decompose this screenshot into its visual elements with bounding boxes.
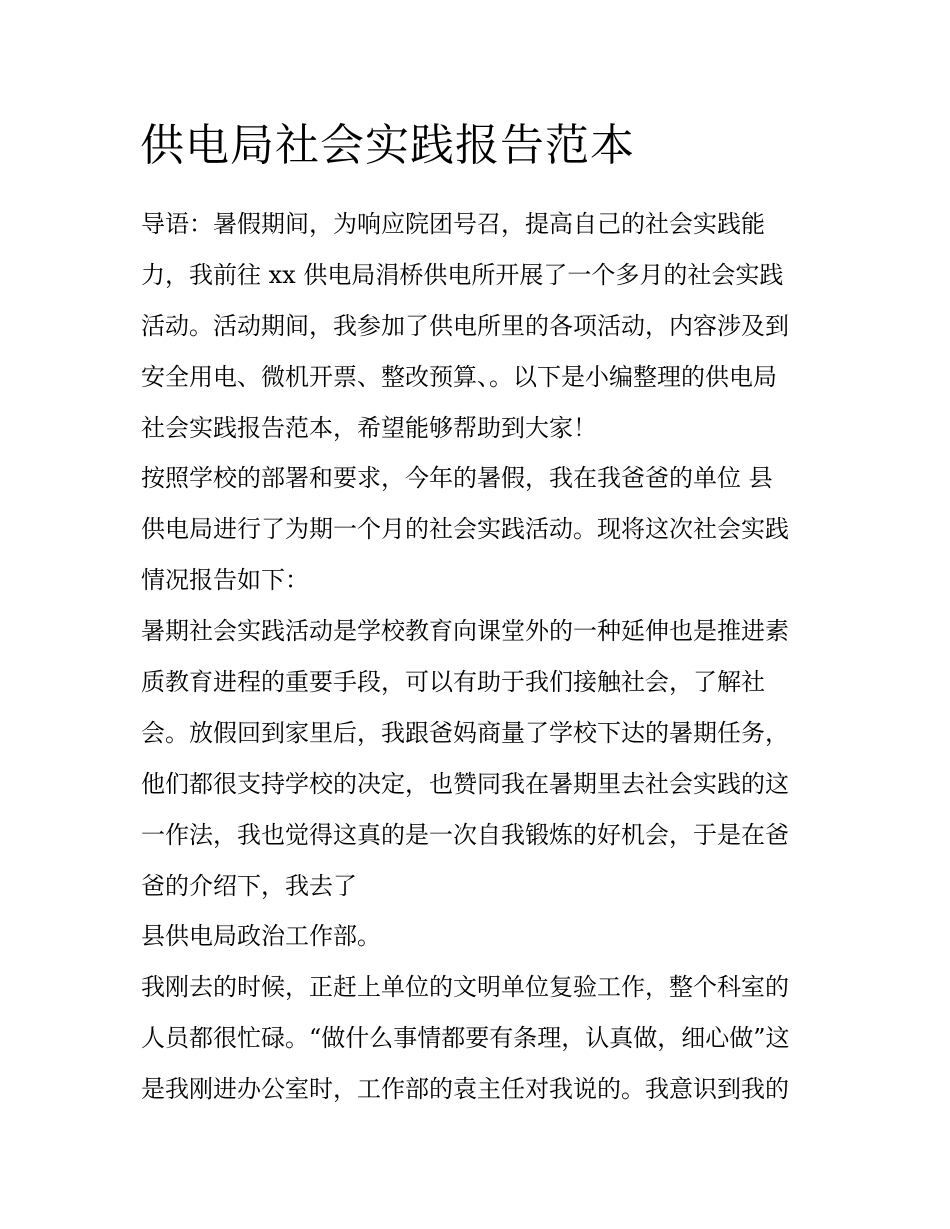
body-line: 导语：暑假期间，为响应院团号召，提高自己的社会实践能 <box>141 210 765 238</box>
body-line: 供电局进行了为期一个月的社会实践活动。现将这次社会实践 <box>141 515 789 543</box>
body-line: 他们都很支持学校的决定，也赞同我在暑期里去社会实践的这 <box>141 770 789 798</box>
body-line: 我刚去的时候，正赶上单位的文明单位复验工作，整个科室的 <box>141 973 789 1001</box>
body-line: 暑期社会实践活动是学校教育向课堂外的一种延伸也是推进素 <box>141 617 789 645</box>
body-line: 爸的介绍下，我去了 <box>141 872 357 900</box>
body-line: 社会实践报告范本，希望能够帮助到大家！ <box>141 414 597 442</box>
body-line: 按照学校的部署和要求，今年的暑假，我在我爸爸的单位 县 <box>141 464 773 492</box>
body-line: 是我刚进办公室时，工作部的袁主任对我说的。我意识到我的 <box>141 1075 789 1103</box>
body-line: 县供电局政治工作部。 <box>141 922 381 950</box>
body-line: 一作法，我也觉得这真的是一次自我锻炼的好机会，于是在爸 <box>141 821 789 849</box>
body-line: 会。放假回到家里后，我跟爸妈商量了学校下达的暑期任务， <box>141 719 789 747</box>
body-line: 力，我前往 xx 供电局涓桥供电所开展了一个多月的社会实践 <box>141 261 784 289</box>
body-line: 活动。活动期间，我参加了供电所里的各项活动，内容涉及到 <box>141 312 789 340</box>
body-line: 人员都很忙碌。“做什么事情都要有条理，认真做，细心做”这 <box>141 1024 790 1052</box>
document-title: 供电局社会实践报告范本 <box>140 120 635 171</box>
body-line: 安全用电、微机开票、整改预算、。以下是小编整理的供电局 <box>141 363 777 391</box>
body-line: 情况报告如下： <box>141 566 309 594</box>
body-line: 质教育进程的重要手段，可以有助于我们接触社会，了解社 <box>141 668 765 696</box>
